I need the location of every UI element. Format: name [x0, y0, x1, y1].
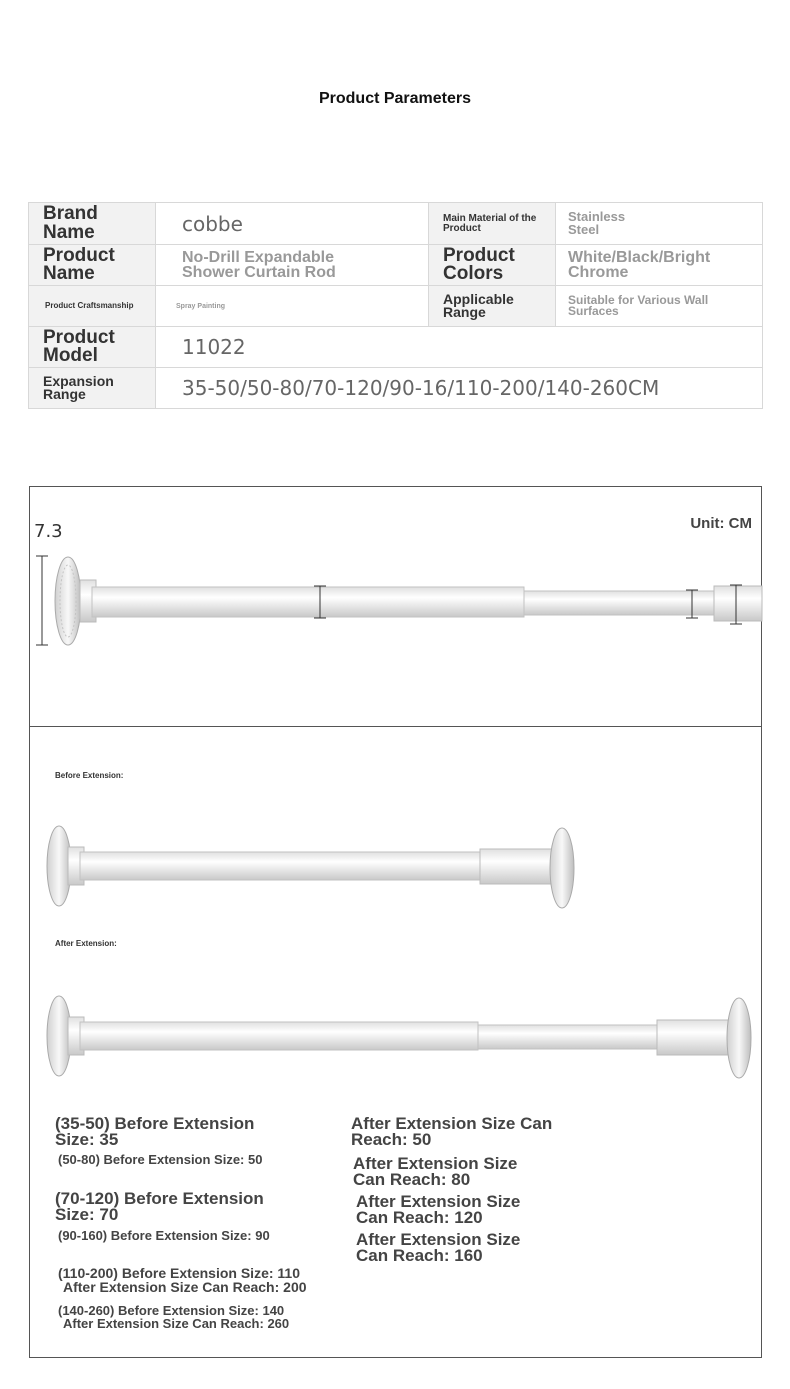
colors-label: Product Colors — [429, 245, 556, 286]
row3-after: After Extension Size Can Reach: 120 — [356, 1192, 521, 1228]
colors-value: White/Black/Bright Chrome — [556, 245, 763, 286]
craftsmanship-label: Product Craftsmanship — [29, 286, 156, 327]
unit-label: Unit: CM — [690, 515, 752, 532]
brand-value: cobbe — [156, 203, 429, 245]
row4-before: (90-160) Before Extension Size: 90 — [58, 1228, 270, 1243]
model-label: Product Model — [29, 327, 156, 368]
product-name-value: No-Drill Expandable Shower Curtain Rod — [156, 245, 429, 286]
applicable-value: Suitable for Various Wall Surfaces — [556, 286, 763, 327]
row4-after: After Extension Size Can Reach: 160 — [356, 1230, 521, 1266]
expansion-value: 35-50/50-80/70-120/90-16/110-200/140-260CM — [156, 368, 763, 409]
row5-before: (110-200) Before Extension Size: 110 — [58, 1265, 300, 1281]
row6-after: After Extension Size Can Reach: 260 — [63, 1316, 290, 1331]
row6-before: (140-260) Before Extension Size: 140 — [58, 1303, 285, 1318]
craftsmanship-value: Spray Painting — [156, 286, 429, 327]
flange-height-label: 7.3 — [34, 521, 63, 542]
row2-after: After Extension Size Can Reach: 80 — [353, 1154, 518, 1190]
row2-before: (50-80) Before Extension Size: 50 — [58, 1152, 263, 1167]
expansion-label: Expansion Range — [29, 368, 156, 409]
model-value: 11022 — [156, 327, 763, 368]
row3-before: (70-120) Before Extension Size: 70 — [55, 1189, 264, 1225]
page-title: Product Parameters — [318, 90, 472, 107]
before-extension-label: Before Extension: — [55, 771, 124, 780]
row5-after: After Extension Size Can Reach: 200 — [63, 1279, 307, 1295]
applicable-label: Applicable Range — [429, 286, 556, 327]
brand-label: Brand Name — [29, 203, 156, 245]
material-value: Stainless Steel — [556, 203, 763, 245]
after-extension-label: After Extension: — [55, 939, 117, 948]
row1-before: (35-50) Before Extension Size: 35 — [55, 1114, 255, 1150]
row1-after: After Extension Size Can Reach: 50 — [351, 1114, 553, 1150]
material-label: Main Material of the Product — [429, 203, 556, 245]
dimension-rod — [36, 556, 762, 645]
product-name-label: Product Name — [29, 245, 156, 286]
